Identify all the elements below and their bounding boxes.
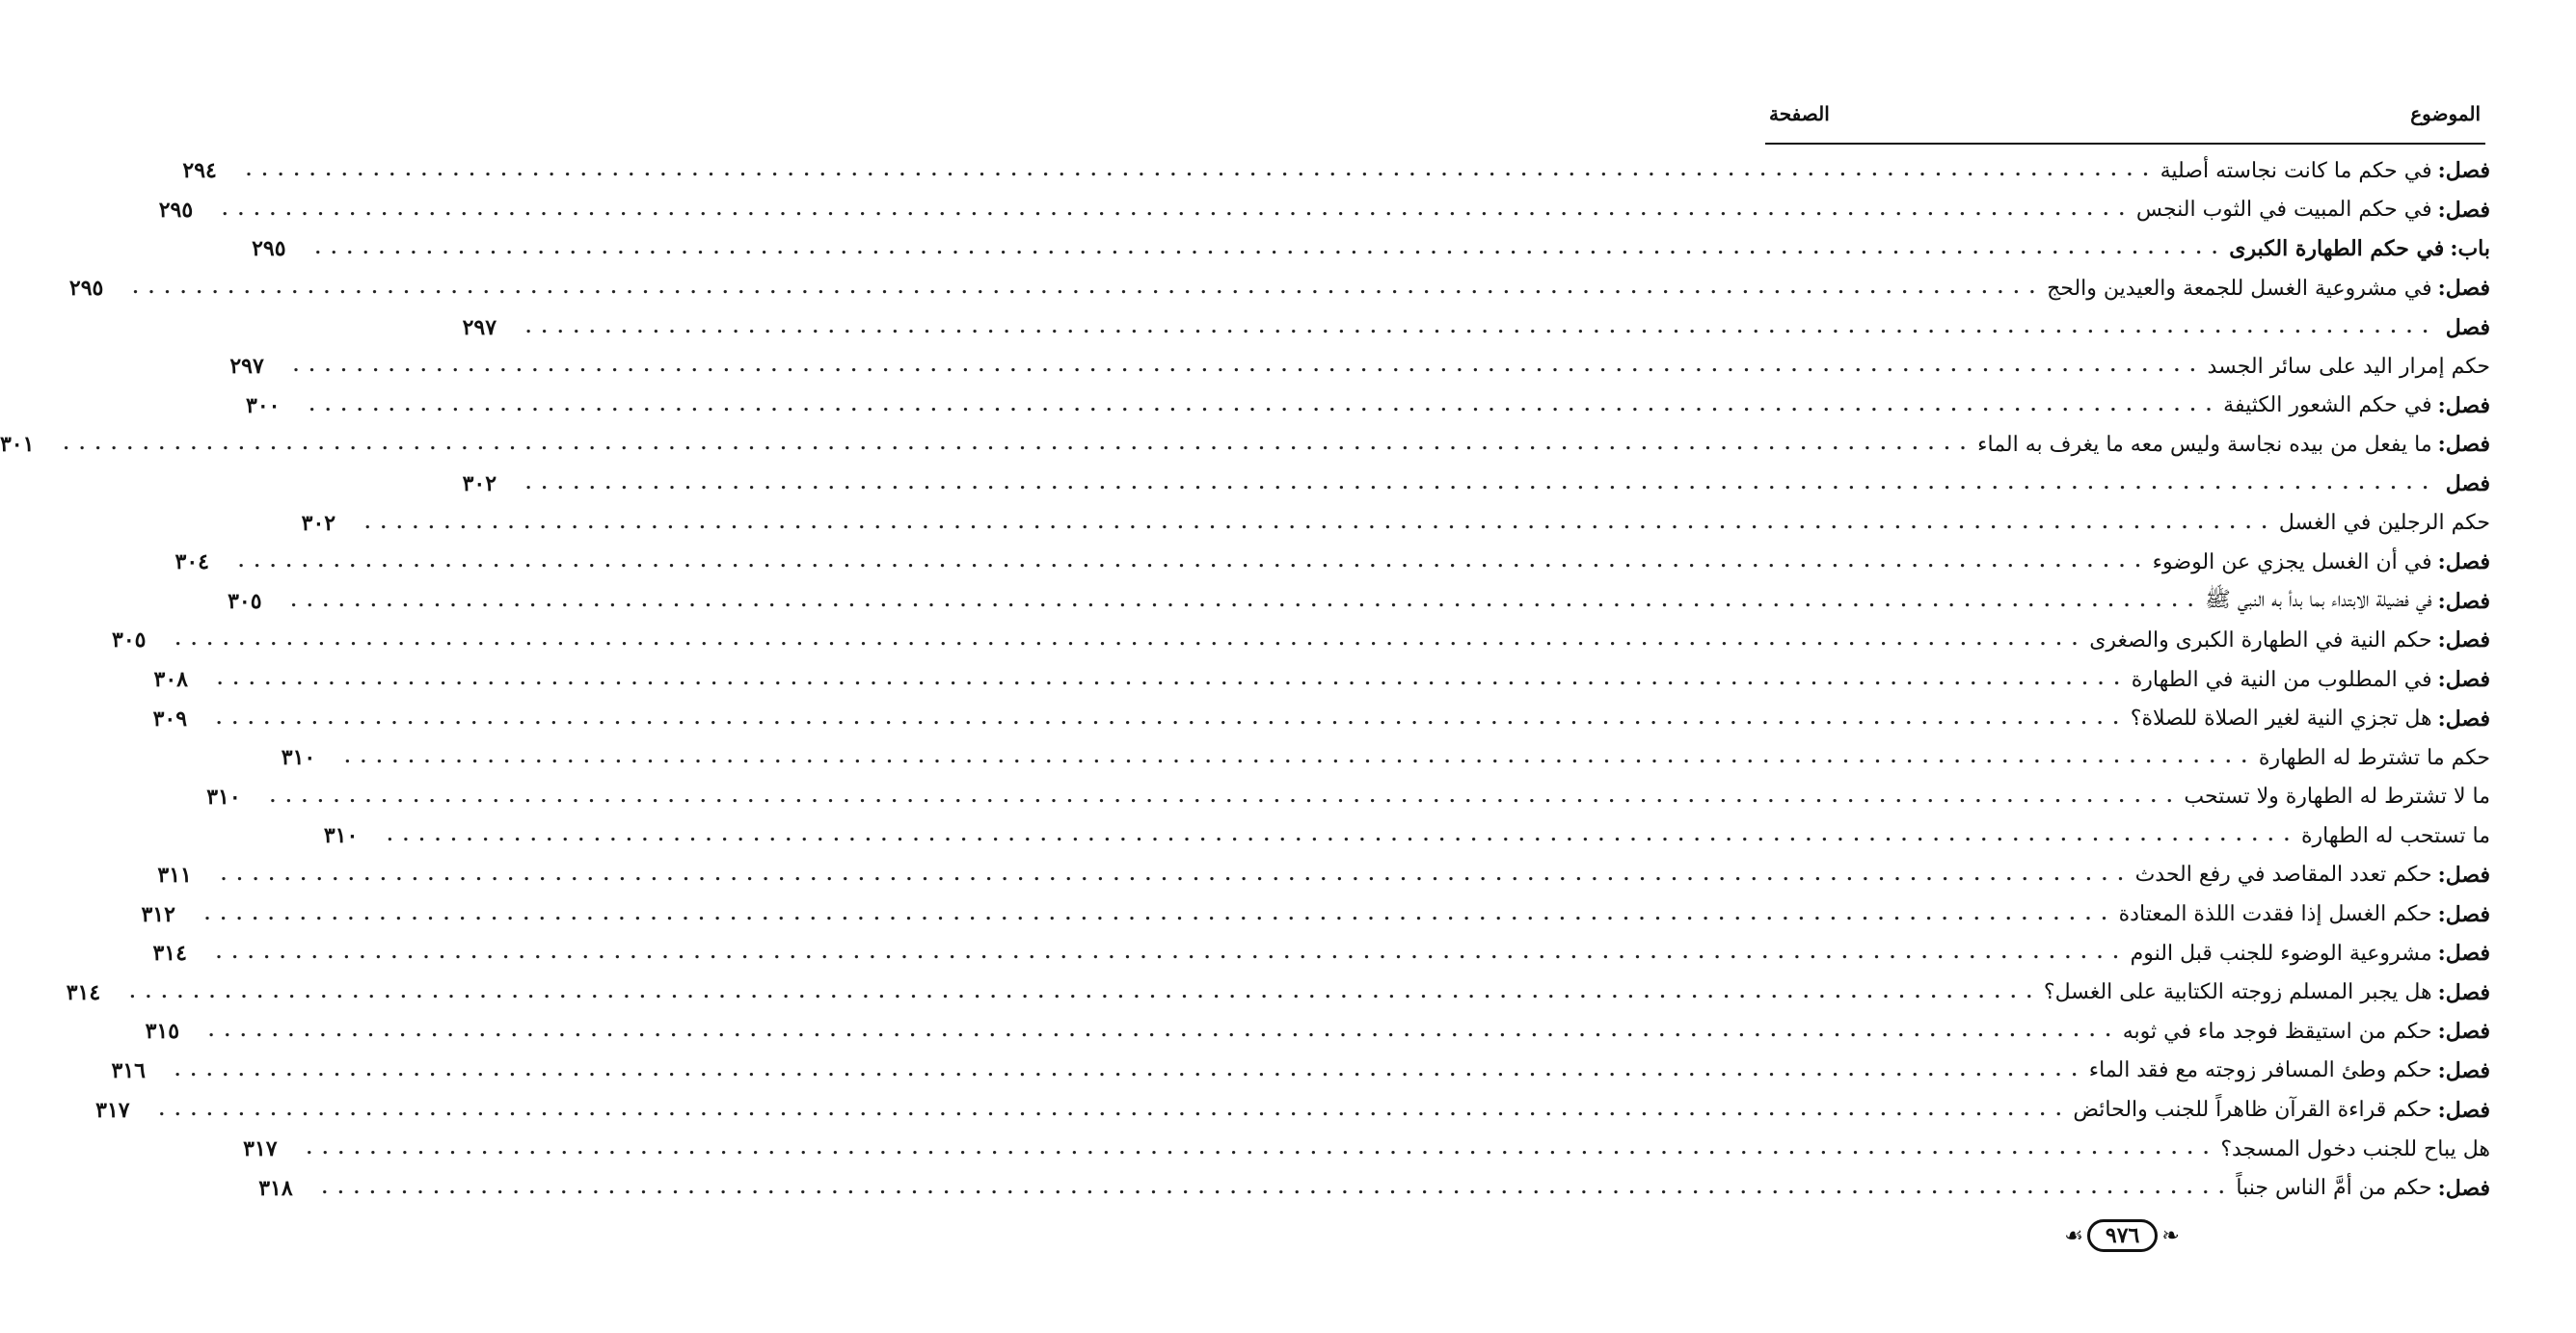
- entry-label: فصل:: [2437, 158, 2490, 184]
- toc-entry[interactable]: [0, 425, 2490, 465]
- entry-page-number: ٣١٢: [141, 901, 175, 927]
- entry-label: فصل:: [2437, 432, 2490, 458]
- dot-leader: . . . . . . . . . . . . . . . . . . . . . . . . . . . . . . . . . . . . . . . . . . . . . . . . . . . . . . . . . . . . . . . . . . . . . . . . . . . . . . . . . . . . . . . . . . . . . . . . . . . . . . . . . . . . . . . . . . . . . . . .: [208, 1021, 2113, 1042]
- entry-page-number: ٣١٨: [258, 1175, 293, 1201]
- entry-page-number: ٣٠٨: [153, 667, 188, 693]
- dot-leader: . . . . . . . . . . . . . . . . . . . . . . . . . . . . . . . . . . . . . . . . . . . . . . . . . . . . . . . . . . . . . . . . . . . . . . . . . . . . . . . . . . . . . . . . . . . . . . . . . . . . . . . . . . . . . . . . . . . . . . . .: [269, 786, 2175, 807]
- dot-leader: . . . . . . . . . . . . . . . . . . . . . . . . . . . . . . . . . . . . . . . . . . . . . . . . . . . . . . . . . . . . . . . . . . . . . . . . . . . . . . . . . . . . . . . . . . . . . . . . . . . . . . . . . . . . . . . . . . . . . . . .: [309, 394, 2214, 415]
- dot-leader: . . . . . . . . . . . . . . . . . . . . . . . . . . . . . . . . . . . . . . . . . . . . . . . . . . . . . . . . . . . . . . . . . . . . . . . . . . . . . . . . . . . . . . . . . . . . . . . . . . . . . . . . . . . . . . . . . . . . . . . .: [222, 199, 2127, 220]
- dot-leader: . . . . . . . . . . . . . . . . . . . . . . . . . . . . . . . . . . . . . . . . . . . . . . . . . . . . . . . . . . . . . . . . . . . . . . . . . . . . . . . . . . . . . . . . . . . . . . . . . . . . . . . . . . . . . . . . . . . . . . . .: [321, 1177, 2227, 1198]
- entry-label: فصل: [2445, 314, 2490, 340]
- toc-header: [1765, 102, 2485, 145]
- page-number: ٩٧٦: [2087, 1219, 2158, 1252]
- toc-entry[interactable]: [112, 621, 2490, 660]
- entry-title: حكم النية في الطهارة الكبرى والصغرى: [2089, 627, 2432, 653]
- entry-label: فصل:: [2437, 941, 2490, 967]
- dot-leader: . . . . . . . . . . . . . . . . . . . . . . . . . . . . . . . . . . . . . . . . . . . . . . . . . . . . . . . . . . . . . . . . . . . . . . . . . . . . . . . . . . . . . . . . . . . . . . . . . . . . . . . . . . . . . . . . . . . . . . . .: [292, 356, 2198, 377]
- entry-title: في حكم ما كانت نجاسته أصلية: [2160, 158, 2432, 183]
- entry-label: فصل:: [2437, 549, 2490, 575]
- dot-leader: . . . . . . . . . . . . . . . . . . . . . . . . . . . . . . . . . . . . . . . . . . . . . . . . . . . . . . . . . . . . . . . . . . . . . . . . . . . . . . . . . . . . . . . . . . . . . . . . . . . . . . . . . . . . . . . . . . . . . . . .: [237, 551, 2143, 573]
- entry-page-number: ٢٩٥: [68, 276, 104, 302]
- entry-title: حكم تعدد المقاصد في رفع الحدث: [2134, 863, 2432, 888]
- entry-title: ما يفعل من بيده نجاسة وليس معه ما يغرف به الماء: [1977, 432, 2432, 457]
- entry-label: فصل:: [2437, 588, 2490, 614]
- dot-leader: . . . . . . . . . . . . . . . . . . . . . . . . . . . . . . . . . . . . . . . . . . . . . . . . . . . . . . . . . . . . . . . . . . . . . . . . . . . . . . . . . . . . . . . . . . . . . . . . . . . . . . . . . . . . . . . . . . . . . . . .: [525, 473, 2430, 494]
- dot-leader: . . . . . . . . . . . . . . . . . . . . . . . . . . . . . . . . . . . . . . . . . . . . . . . . . . . . . . . . . . . . . . . . . . . . . . . . . . . . . . . . . . . . . . . . . . . . . . . . . . . . . . . . . . . . . . . . . . . . . . . .: [245, 160, 2151, 181]
- entry-page-number: ٢٩٧: [229, 354, 264, 380]
- dot-leader: . . . . . . . . . . . . . . . . . . . . . . . . . . . . . . . . . . . . . . . . . . . . . . . . . . . . . . . . . . . . . . . . . . . . . . . . . . . . . . . . . . . . . . . . . . . . . . . . . . . . . . . . . . . . . . . . . . . . . . . .: [364, 512, 2269, 533]
- entry-page-number: ٣١٠: [281, 745, 316, 771]
- entry-page-number: ٣١٤: [66, 979, 101, 1005]
- entry-title: في فضيلة الابتداء بما بدأ به النبي ﷺ: [2205, 587, 2432, 612]
- toc-entry[interactable]: [228, 582, 2490, 622]
- dot-leader: . . . . . . . . . . . . . . . . . . . . . . . . . . . . . . . . . . . . . . . . . . . . . . . . . . . . . . . . . . . . . . . . . . . . . . . . . . . . . . . . . . . . . . . . . . . . . . . . . . . . . . . . . . . . . . . . . . . . . . . .: [174, 1059, 2080, 1080]
- toc-entry[interactable]: [66, 973, 2490, 1012]
- dot-leader: . . . . . . . . . . . . . . . . . . . . . . . . . . . . . . . . . . . . . . . . . . . . . . . . . . . . . . . . . . . . . . . . . . . . . . . . . . . . . . . . . . . . . . . . . . . . . . . . . . . . . . . . . . . . . . . . . . . . . . . .: [306, 1138, 2212, 1160]
- entry-page-number: ٣٠٥: [228, 588, 262, 614]
- dot-leader: . . . . . . . . . . . . . . . . . . . . . . . . . . . . . . . . . . . . . . . . . . . . . . . . . . . . . . . . . . . . . . . . . . . . . . . . . . . . . . . . . . . . . . . . . . . . . . . . . . . . . . . . . . . . . . . . . . . . . . . .: [344, 747, 2249, 768]
- ornament-right-icon: ❧: [2161, 1223, 2180, 1248]
- dot-leader: . . . . . . . . . . . . . . . . . . . . . . . . . . . . . . . . . . . . . . . . . . . . . . . . . . . . . . . . . . . . . . . . . . . . . . . . . . . . . . . . . . . . . . . . . . . . . . . . . . . . . . . . . . . . . . . . . . . . . . . .: [129, 981, 2034, 1002]
- toc-entry[interactable]: [152, 934, 2490, 973]
- entry-page-number: ٣١٧: [95, 1097, 130, 1123]
- dot-leader: . . . . . . . . . . . . . . . . . . . . . . . . . . . . . . . . . . . . . . . . . . . . . . . . . . . . . . . . . . . . . . . . . . . . . . . . . . . . . . . . . . . . . . . . . . . . . . . . . . . . . . . . . . . . . . . . . . . . . . . .: [387, 825, 2292, 846]
- entry-label: فصل:: [2437, 1057, 2490, 1083]
- toc-entry[interactable]: [157, 856, 2490, 895]
- entry-title: هل يباح للجنب دخول المسجد؟: [2220, 1136, 2490, 1161]
- dot-leader: . . . . . . . . . . . . . . . . . . . . . . . . . . . . . . . . . . . . . . . . . . . . . . . . . . . . . . . . . . . . . . . . . . . . . . . . . . . . . . . . . . . . . . . . . . . . . . . . . . . . . . . . . . . . . . . . . . . . . . . .: [215, 943, 2121, 964]
- entry-title: في حكم الطهارة الكبرى: [2229, 236, 2445, 262]
- dot-leader: . . . . . . . . . . . . . . . . . . . . . . . . . . . . . . . . . . . . . . . . . . . . . . . . . . . . . . . . . . . . . . . . . . . . . . . . . . . . . . . . . . . . . . . . . . . . . . . . . . . . . . . . . . . . . . . . . . . . . . . .: [217, 669, 2122, 690]
- dot-leader: . . . . . . . . . . . . . . . . . . . . . . . . . . . . . . . . . . . . . . . . . . . . . . . . . . . . . . . . . . . . . . . . . . . . . . . . . . . . . . . . . . . . . . . . . . . . . . . . . . . . . . . . . . . . . . . . . . . . . . . .: [216, 707, 2121, 729]
- entry-label: فصل:: [2437, 901, 2490, 927]
- entry-page-number: ٢٩٧: [462, 314, 497, 340]
- entry-title: في المطلوب من النية في الطهارة: [2131, 667, 2432, 692]
- dot-leader: . . . . . . . . . . . . . . . . . . . . . . . . . . . . . . . . . . . . . . . . . . . . . . . . . . . . . . . . . . . . . . . . . . . . . . . . . . . . . . . . . . . . . . . . . . . . . . . . . . . . . . . . . . . . . . . . . . . . . . . .: [290, 590, 2196, 611]
- toc-entry[interactable]: [68, 269, 2490, 308]
- dot-leader: . . . . . . . . . . . . . . . . . . . . . . . . . . . . . . . . . . . . . . . . . . . . . . . . . . . . . . . . . . . . . . . . . . . . . . . . . . . . . . . . . . . . . . . . . . . . . . . . . . . . . . . . . . . . . . . . . . . . . . . .: [132, 278, 2038, 299]
- entry-page-number: ٢٩٤: [182, 158, 217, 184]
- page-footer: [2051, 1216, 2193, 1255]
- dot-leader: . . . . . . . . . . . . . . . . . . . . . . . . . . . . . . . . . . . . . . . . . . . . . . . . . . . . . . . . . . . . . . . . . . . . . . . . . . . . . . . . . . . . . . . . . . . . . . . . . . . . . . . . . . . . . . . . . . . . . . . .: [203, 903, 2109, 924]
- entry-label: فصل:: [2437, 706, 2490, 732]
- entry-page-number: ٣١٠: [206, 784, 241, 810]
- dot-leader: . . . . . . . . . . . . . . . . . . . . . . . . . . . . . . . . . . . . . . . . . . . . . . . . . . . . . . . . . . . . . . . . . . . . . . . . . . . . . . . . . . . . . . . . . . . . . . . . . . . . . . . . . . . . . . . . . . . . . . . .: [525, 316, 2430, 337]
- dot-leader: . . . . . . . . . . . . . . . . . . . . . . . . . . . . . . . . . . . . . . . . . . . . . . . . . . . . . . . . . . . . . . . . . . . . . . . . . . . . . . . . . . . . . . . . . . . . . . . . . . . . . . . . . . . . . . . . . . . . . . . .: [174, 629, 2080, 651]
- toc-entry[interactable]: [206, 778, 2490, 817]
- entry-title: حكم الغسل إذا فقدت اللذة المعتادة: [2118, 902, 2432, 927]
- entry-page-number: ٢٩٥: [158, 197, 194, 223]
- toc-entry[interactable]: [95, 1090, 2490, 1130]
- toc-entry[interactable]: [229, 347, 2490, 387]
- toc-list: [0, 151, 2490, 1208]
- entry-title: حكم من استيقظ فوجد ماء في ثوبه: [2122, 1019, 2432, 1044]
- toc-entry[interactable]: [246, 387, 2490, 426]
- ornament-left-icon: ☙: [2064, 1223, 2083, 1248]
- dot-leader: . . . . . . . . . . . . . . . . . . . . . . . . . . . . . . . . . . . . . . . . . . . . . . . . . . . . . . . . . . . . . . . . . . . . . . . . . . . . . . . . . . . . . . . . . . . . . . . . . . . . . . . . . . . . . . . . . . . . . . . .: [314, 238, 2220, 259]
- entry-page-number: ٣١٥: [145, 1019, 180, 1045]
- entry-title: هل يجبر المسلم زوجته الكتابية على الغسل؟: [2043, 980, 2432, 1005]
- entry-page-number: ٣٠٩: [152, 706, 188, 732]
- entry-label: باب:: [2450, 236, 2490, 262]
- toc-entry[interactable]: [252, 229, 2490, 269]
- entry-title: مشروعية الوضوء للجنب قبل النوم: [2130, 941, 2432, 966]
- entry-label: فصل:: [2437, 276, 2490, 302]
- toc-entry[interactable]: [111, 1052, 2490, 1091]
- entry-page-number: ٣١٧: [243, 1136, 278, 1162]
- entry-title: حكم إمرار اليد على سائر الجسد: [2207, 354, 2490, 379]
- entry-label: فصل: [2445, 471, 2490, 497]
- entry-page-number: ٣٠٥: [112, 627, 147, 653]
- header-subject: الموضوع: [2410, 102, 2481, 125]
- entry-page-number: ٣٠٤: [174, 549, 209, 575]
- entry-page-number: ٣١٦: [111, 1057, 146, 1083]
- entry-title: حكم قراءة القرآن ظاهراً للجنب والحائض: [2073, 1098, 2432, 1123]
- toc-entry[interactable]: [141, 894, 2490, 934]
- toc-entry[interactable]: [462, 465, 2490, 504]
- entry-label: فصل:: [2437, 392, 2490, 418]
- entry-label: فصل:: [2437, 979, 2490, 1005]
- entry-label: فصل:: [2437, 1097, 2490, 1123]
- entry-page-number: ٣١٤: [152, 941, 187, 967]
- toc-entry[interactable]: [243, 1130, 2490, 1169]
- toc-entry[interactable]: [258, 1168, 2490, 1208]
- entry-page-number: ٣٠٠: [246, 392, 281, 418]
- entry-page-number: ٣٠١: [0, 432, 35, 458]
- toc-entry[interactable]: [153, 660, 2490, 700]
- entry-title: حكم الرجلين في الغسل: [2278, 511, 2490, 536]
- toc-entry[interactable]: [323, 816, 2490, 856]
- entry-label: فصل:: [2437, 197, 2490, 223]
- entry-title: ما لا تشترط له الطهارة ولا تستحب: [2184, 785, 2490, 810]
- toc-entry[interactable]: [182, 151, 2490, 191]
- toc-entry[interactable]: [174, 543, 2490, 582]
- entry-title: هل تجزي النية لغير الصلاة للصلاة؟: [2130, 706, 2432, 732]
- toc-entry[interactable]: [281, 738, 2490, 778]
- entry-label: فصل:: [2437, 1019, 2490, 1045]
- entry-label: فصل:: [2437, 627, 2490, 653]
- toc-entry[interactable]: [301, 503, 2490, 543]
- entry-label: فصل:: [2437, 1175, 2490, 1201]
- dot-leader: . . . . . . . . . . . . . . . . . . . . . . . . . . . . . . . . . . . . . . . . . . . . . . . . . . . . . . . . . . . . . . . . . . . . . . . . . . . . . . . . . . . . . . . . . . . . . . . . . . . . . . . . . . . . . . . . . . . . . . . .: [63, 434, 1969, 455]
- dot-leader: . . . . . . . . . . . . . . . . . . . . . . . . . . . . . . . . . . . . . . . . . . . . . . . . . . . . . . . . . . . . . . . . . . . . . . . . . . . . . . . . . . . . . . . . . . . . . . . . . . . . . . . . . . . . . . . . . . . . . . . .: [158, 1099, 2064, 1120]
- entry-title: حكم وطئ المسافر زوجته مع فقد الماء: [2088, 1058, 2432, 1083]
- entry-page-number: ٣١٠: [323, 823, 359, 849]
- dot-leader: . . . . . . . . . . . . . . . . . . . . . . . . . . . . . . . . . . . . . . . . . . . . . . . . . . . . . . . . . . . . . . . . . . . . . . . . . . . . . . . . . . . . . . . . . . . . . . . . . . . . . . . . . . . . . . . . . . . . . . . .: [220, 864, 2126, 885]
- header-page: الصفحة: [1769, 102, 1830, 125]
- entry-title: ما تستحب له الطهارة: [2300, 823, 2490, 848]
- toc-entry[interactable]: [145, 1012, 2490, 1052]
- entry-label: فصل:: [2437, 667, 2490, 693]
- entry-title: في حكم المبيت في الثوب النجس: [2135, 198, 2432, 223]
- entry-page-number: ٣١١: [157, 862, 192, 888]
- entry-page-number: ٢٩٥: [252, 236, 286, 262]
- entry-title: حكم من أمَّ الناس جنباً: [2236, 1176, 2432, 1201]
- entry-page-number: ٣٠٢: [462, 471, 497, 497]
- entry-title: في مشروعية الغسل للجمعة والعيدين والحج: [2047, 276, 2432, 301]
- toc-entry[interactable]: [152, 699, 2490, 738]
- entry-title: حكم ما تشترط له الطهارة: [2258, 745, 2490, 770]
- toc-entry[interactable]: [158, 191, 2490, 230]
- entry-label: فصل:: [2437, 862, 2490, 888]
- entry-title: في حكم الشعور الكثيفة: [2223, 393, 2432, 418]
- toc-entry[interactable]: [462, 307, 2490, 347]
- entry-title: في أن الغسل يجزي عن الوضوء: [2152, 549, 2432, 574]
- entry-page-number: ٣٠٢: [301, 510, 336, 536]
